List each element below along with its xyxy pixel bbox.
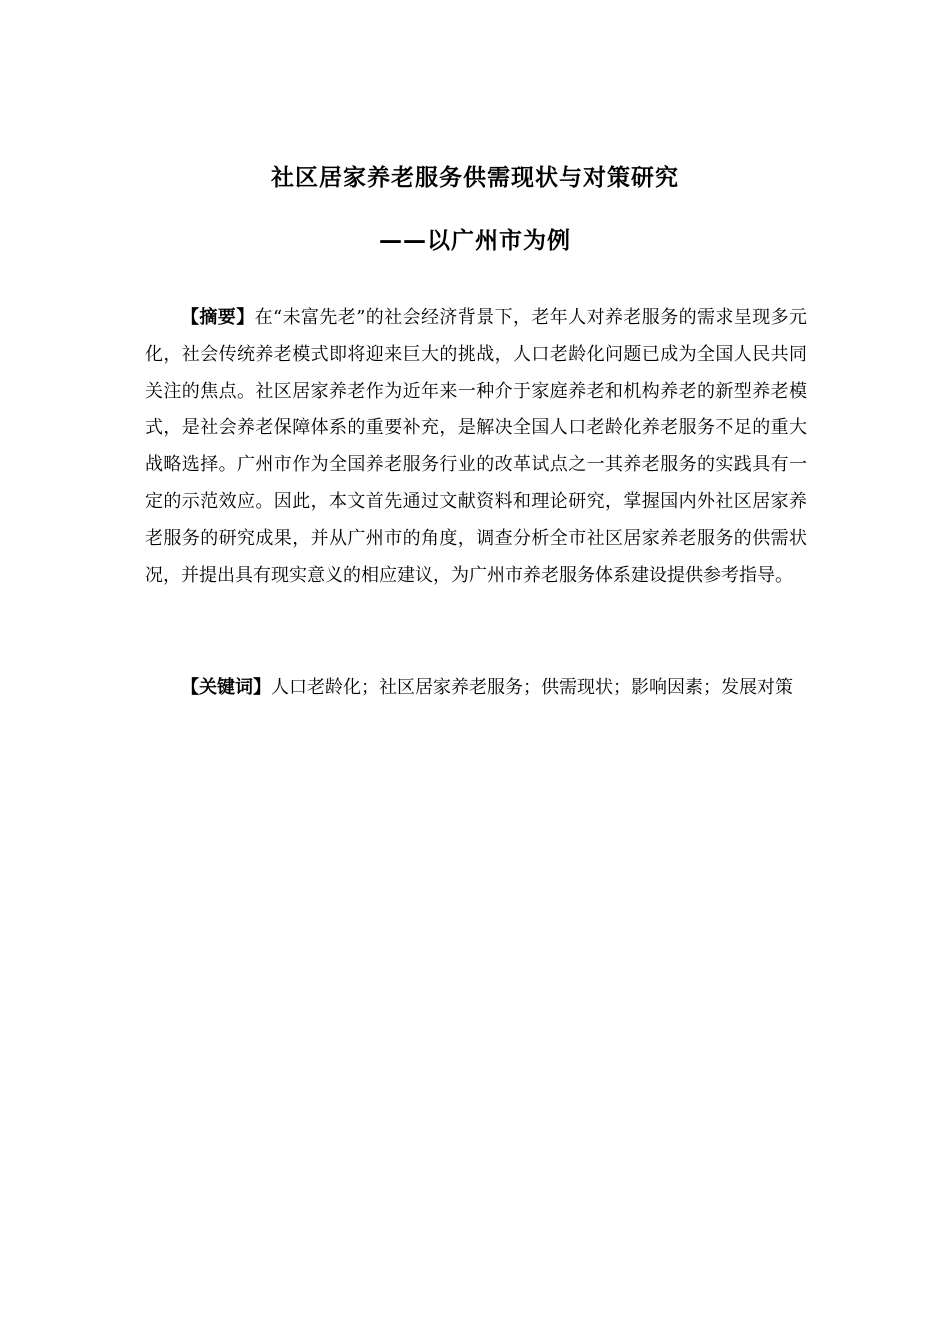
document-title: 社区居家养老服务供需现状与对策研究: [271, 165, 679, 191]
document-subtitle: ——以广州市为例: [379, 228, 571, 254]
abstract-paragraph: [145, 300, 807, 594]
abstract-text: 在“未富先老”的社会经济背景下，老年人对养老服务的需求呈现多元化，社会传统养老模式即将迎来巨大的挑战，人口老龄化问题已成为全国人民共同关注的焦点。社区居家养老作为近年来一种介于家庭养老和机构养老的新型养老模式，是社会养老保障体系的重要补充，是解决全国人口老龄化养老服务不足的重大战略选择。广州市作为全国养老服务行业的改革试点之一其养老服务的实践具有一定的示范效应。因此，本文首先通过文献资料和理论研究，掌握国内外社区居家养老服务的研究成果，并从广州市的角度，调查分析全市社区居家养老服务的供需状况，并提出具有现实意义的相应建议，为广州市养老服务体系建设提供参考指导。: [145, 307, 808, 586]
abstract-label: 【摘要】: [181, 307, 255, 328]
keywords-text: 人口老龄化；社区居家养老服务；供需现状；影响因素；发展对策: [271, 677, 793, 698]
keywords-label: 【关键词】: [181, 677, 271, 698]
keywords-paragraph: [145, 670, 807, 707]
